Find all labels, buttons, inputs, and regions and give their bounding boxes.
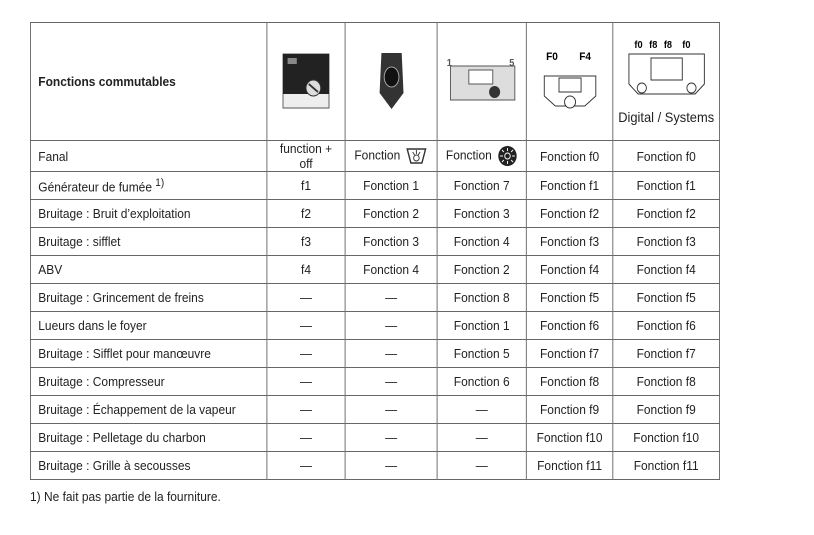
cell: Fonction f2 — [526, 200, 612, 228]
function-label: Bruitage : Compresseur — [38, 374, 165, 389]
cell: — — [345, 368, 437, 396]
function-label: Lueurs dans le foyer — [38, 318, 147, 333]
svg-text:F4: F4 — [578, 50, 591, 64]
cell: Fonction 6 — [437, 368, 526, 396]
table-row — [30, 284, 719, 312]
table-row — [30, 172, 719, 200]
device-central-station — [437, 23, 526, 141]
svg-text:F0: F0 — [545, 50, 558, 64]
cell: Fonction 4 — [345, 256, 437, 284]
cell: — — [437, 396, 526, 424]
handheld-icon — [377, 49, 405, 111]
cell: Fonction f3 — [613, 228, 720, 256]
function-name — [30, 340, 266, 368]
function-name — [30, 368, 266, 396]
function-label: Bruitage : Grille à secousses — [38, 458, 191, 473]
cell: Fonction f3 — [526, 228, 612, 256]
headlight-symbol-icon — [406, 146, 428, 166]
table-row — [30, 396, 719, 424]
table-row — [30, 340, 719, 368]
cell: — — [267, 368, 345, 396]
cell: Fonction f11 — [613, 452, 720, 480]
cell: Fonction 3 — [437, 200, 526, 228]
svg-text:1: 1 — [446, 58, 452, 70]
cell: Fonction f1 — [613, 172, 720, 200]
cell: Fonction f2 — [613, 200, 720, 228]
central-station-icon — [447, 58, 517, 102]
cell: — — [345, 396, 437, 424]
cell: — — [345, 340, 437, 368]
light-button-icon — [497, 145, 517, 167]
cell: — — [345, 284, 437, 312]
digital-systems-label: Digital / Systems — [618, 109, 715, 125]
svg-text:f8: f8 — [663, 39, 672, 52]
digital-systems-icon — [625, 38, 708, 100]
cell: Fonction f5 — [526, 284, 612, 312]
cell: — — [267, 312, 345, 340]
function-name — [30, 312, 266, 340]
cell: Fonction f4 — [526, 256, 612, 284]
function-label: Bruitage : Échappement de la vapeur — [38, 402, 236, 417]
cell: Fonction f7 — [526, 340, 612, 368]
table-row — [30, 256, 719, 284]
function-label: Bruitage : Grincement de freins — [38, 290, 204, 305]
cell: — — [267, 340, 345, 368]
cell: Fonction f10 — [613, 424, 720, 452]
table-row — [30, 452, 719, 480]
cell: Fonction f6 — [526, 312, 612, 340]
mobile-station-icon — [540, 48, 599, 112]
cell: Fonction f9 — [526, 396, 612, 424]
cell: Fonction f8 — [613, 368, 720, 396]
function-name: Fanal — [30, 141, 266, 172]
table-row — [30, 424, 719, 452]
cell: Fonction 8 — [437, 284, 526, 312]
cell: Fonction f6 — [613, 312, 720, 340]
function-name — [30, 200, 266, 228]
cell — [345, 141, 437, 172]
cell: Fonction 2 — [345, 200, 437, 228]
cell: Fonction 2 — [437, 256, 526, 284]
function-name — [30, 228, 266, 256]
cell: f2 — [267, 200, 345, 228]
cell: Fonction f0 — [613, 141, 720, 172]
cell: function + off — [267, 141, 345, 172]
cell: Fonction f11 — [526, 452, 612, 480]
cell: Fonction f1 — [526, 172, 612, 200]
function-label: Générateur de fumée — [38, 179, 152, 195]
cell: — — [345, 424, 437, 452]
cell: Fonction f0 — [526, 141, 612, 172]
device-control-unit — [267, 23, 345, 141]
cell: Fonction f9 — [613, 396, 720, 424]
cell: Fonction 1 — [345, 172, 437, 200]
cell: — — [345, 452, 437, 480]
function-name — [30, 424, 266, 452]
cell: Fonction 3 — [345, 228, 437, 256]
cell: Fonction f7 — [613, 340, 720, 368]
cell: — — [267, 284, 345, 312]
svg-text:5: 5 — [509, 58, 515, 70]
device-digital-systems — [613, 23, 720, 141]
cell: — — [437, 424, 526, 452]
cell: f3 — [267, 228, 345, 256]
footnote-ref: 1) — [155, 176, 165, 189]
cell: Fonction 1 — [437, 312, 526, 340]
function-label: ABV — [38, 262, 63, 277]
cell: Fonction 4 — [437, 228, 526, 256]
function-label: Bruitage : Bruit d’exploitation — [38, 206, 191, 221]
cell-text: Fonction — [354, 147, 401, 163]
function-name — [30, 396, 266, 424]
function-name — [30, 172, 266, 200]
table-row — [30, 228, 719, 256]
cell — [437, 141, 526, 172]
control-unit-icon — [280, 50, 332, 110]
cell: f4 — [267, 256, 345, 284]
table-row — [30, 200, 719, 228]
cell: Fonction f10 — [526, 424, 612, 452]
function-label: Bruitage : sifflet — [38, 234, 121, 249]
cell: Fonction 5 — [437, 340, 526, 368]
function-label: Bruitage : Pelletage du charbon — [38, 430, 206, 445]
cell: — — [345, 312, 437, 340]
functions-table — [30, 22, 720, 480]
cell: f1 — [267, 172, 345, 200]
cell: — — [267, 424, 345, 452]
svg-text:f0: f0 — [633, 39, 643, 52]
table-row — [30, 141, 719, 172]
device-handheld — [345, 23, 437, 141]
function-name — [30, 256, 266, 284]
function-name — [30, 284, 266, 312]
cell: Fonction 7 — [437, 172, 526, 200]
cell: Fonction f5 — [613, 284, 720, 312]
cell: — — [267, 396, 345, 424]
table-row — [30, 368, 719, 396]
cell: Fonction f4 — [613, 256, 720, 284]
cell-text: Fonction — [445, 147, 492, 163]
table-row — [30, 312, 719, 340]
function-name — [30, 452, 266, 480]
cell: — — [267, 452, 345, 480]
cell: — — [437, 452, 526, 480]
function-label: Bruitage : Sifflet pour manœuvre — [38, 346, 211, 361]
cell: Fonction f8 — [526, 368, 612, 396]
svg-text:f0: f0 — [681, 39, 690, 52]
header-row — [30, 23, 719, 141]
footnote: 1) Ne fait pas partie de la fourniture. — [30, 489, 221, 504]
table-title: Fonctions commutables — [30, 23, 266, 141]
svg-text:f8: f8 — [648, 39, 657, 52]
device-mobile-station — [526, 23, 612, 141]
